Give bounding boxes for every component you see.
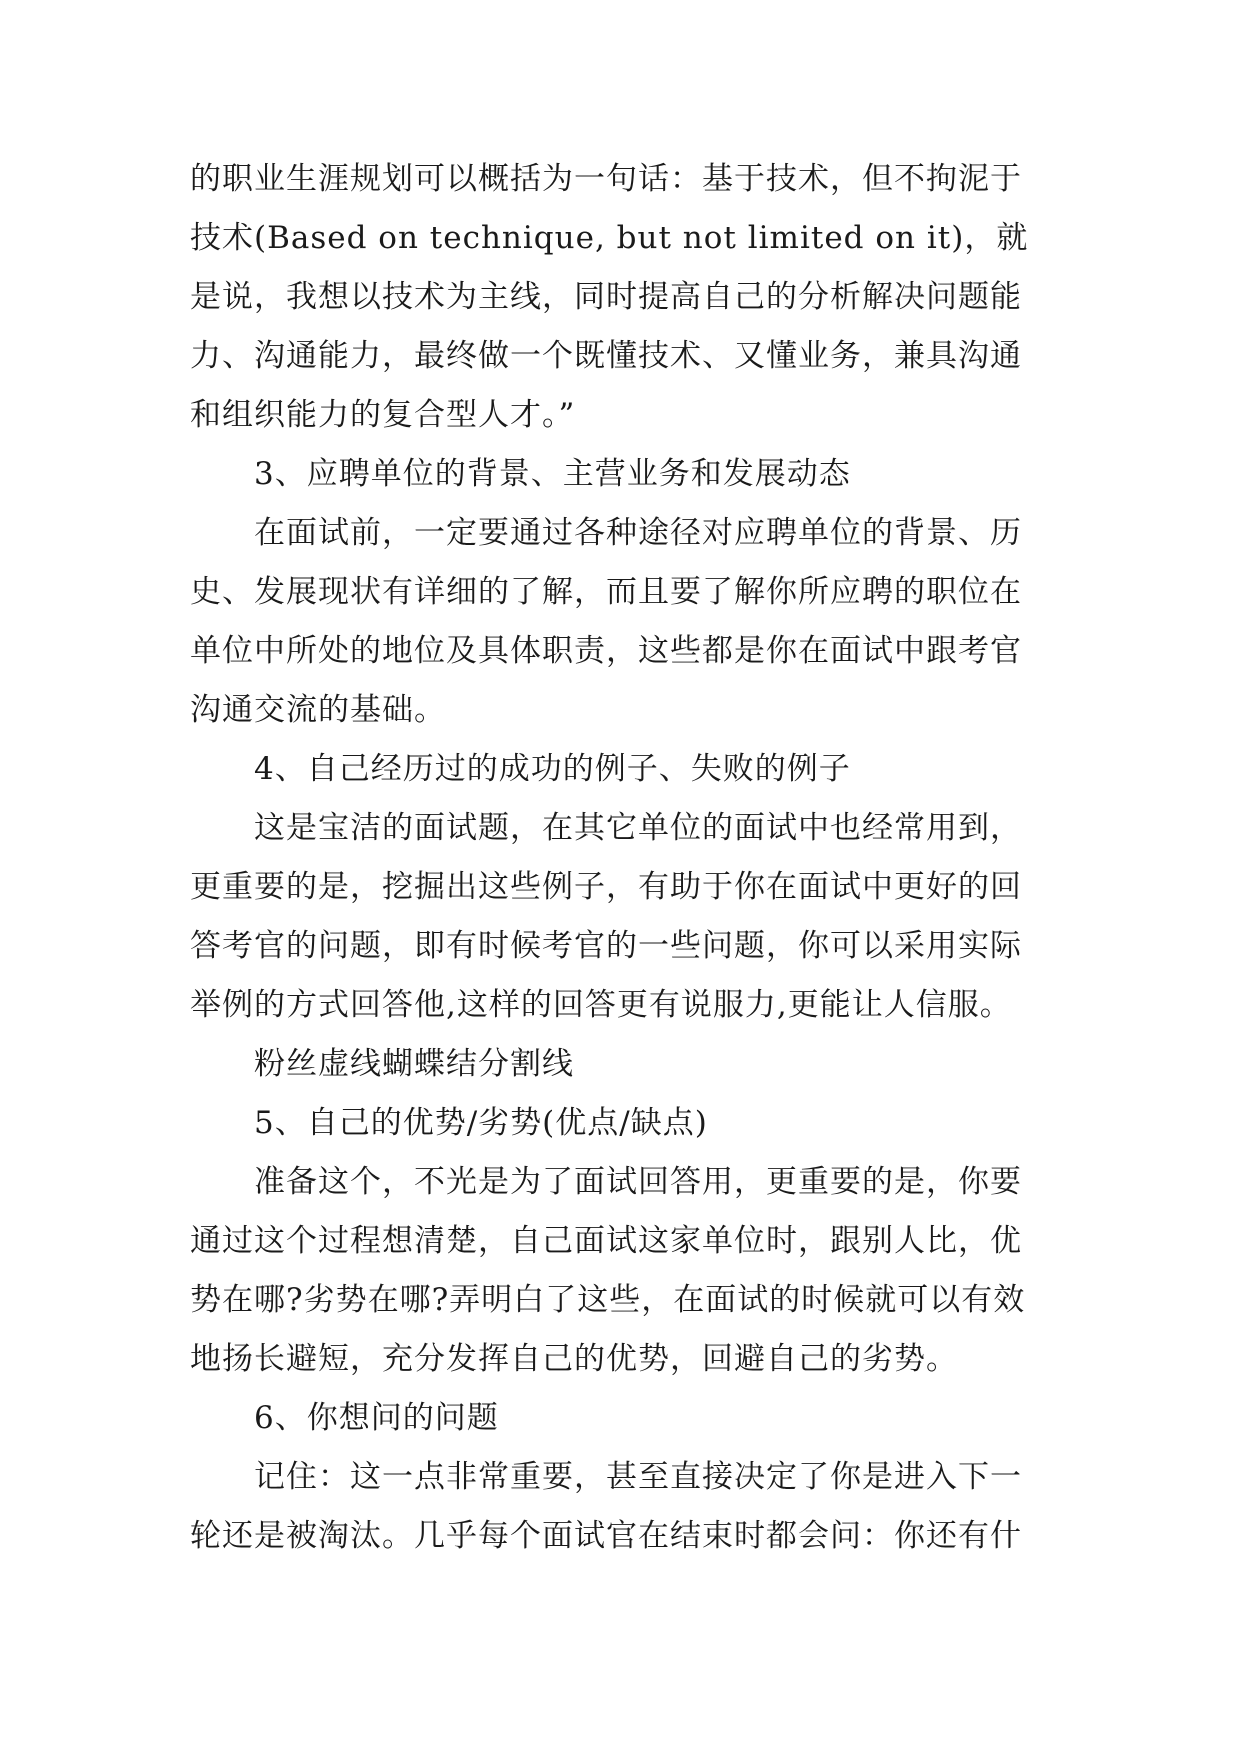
text-line: 轮还是被淘汰。几乎每个面试官在结束时都会问：你还有什 [190,1518,1022,1554]
text-line: 沟通交流的基础。 [190,692,446,728]
text-line: 粉丝虚线蝴蝶结分割线 [254,1046,574,1082]
text-line: 准备这个，不光是为了面试回答用，更重要的是，你要 [254,1164,1022,1200]
text-line: 的职业生涯规划可以概括为一句话：基于技术，但不拘泥于 [190,161,1022,197]
text-line: 3、应聘单位的背景、主营业务和发展动态 [254,456,851,492]
text-line: 答考官的问题，即有时候考官的一些问题，你可以采用实际 [190,928,1022,964]
text-line: 6、你想问的问题 [254,1400,499,1436]
text-line: 4、自己经历过的成功的例子、失败的例子 [254,751,851,787]
text-line: 这是宝洁的面试题，在其它单位的面试中也经常用到， [254,810,1022,846]
text-line: 势在哪?劣势在哪?弄明白了这些，在面试的时候就可以有效 [190,1282,1026,1318]
text-line: 史、发展现状有详细的了解，而且要了解你所应聘的职位在 [190,574,1022,610]
text-line: 5、自己的优势/劣势(优点/缺点) [254,1105,708,1141]
text-line: 单位中所处的地位及具体职责，这些都是你在面试中跟考官 [190,633,1022,669]
text-line: 通过这个过程想清楚，自己面试这家单位时，跟别人比，优 [190,1223,1022,1259]
text-line: 技术(Based on technique, but not limited on it)，就 [190,220,1029,256]
text-line: 举例的方式回答他,这样的回答更有说服力,更能让人信服。 [190,987,1012,1023]
text-line: 是说，我想以技术为主线，同时提高自己的分析解决问题能 [190,279,1022,315]
text-line: 在面试前，一定要通过各种途径对应聘单位的背景、历 [254,515,1022,551]
text-line: 记住：这一点非常重要，甚至直接决定了你是进入下一 [254,1459,1022,1495]
text-line: 更重要的是，挖掘出这些例子，有助于你在面试中更好的回 [190,869,1022,905]
text-line: 地扬长避短，充分发挥自己的优势，回避自己的劣势。 [190,1341,958,1377]
text-line: 力、沟通能力，最终做一个既懂技术、又懂业务，兼具沟通 [190,338,1022,374]
document-body [190,150,1060,1566]
text-line: 和组织能力的复合型人才。” [190,397,576,433]
